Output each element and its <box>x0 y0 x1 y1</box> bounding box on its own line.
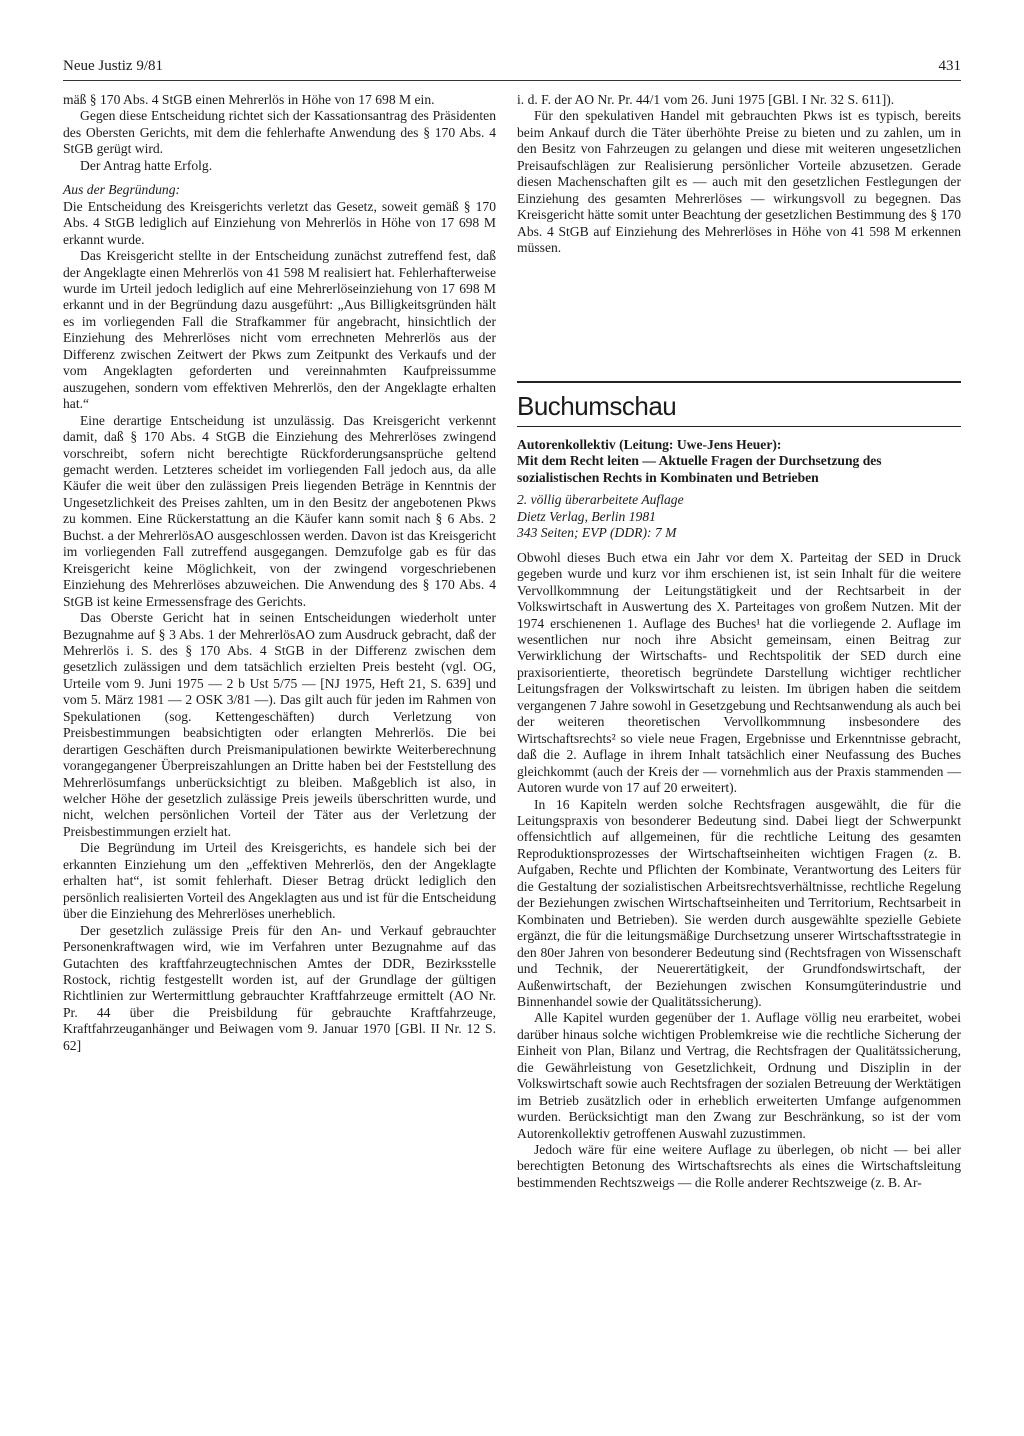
section-title: Buchumschau <box>517 391 677 421</box>
review-edition: 2. völlig überarbeitete Auflage <box>517 492 684 508</box>
paragraph: Gegen diese Entscheidung richtet sich der Kassationsantrag des Präsidenten des Obersten Gerichts, mit dem die fehlerhafte Anwendung des § 170 Abs. 4 StGB gerügt wird. <box>63 108 496 157</box>
paragraph: Die Begründung im Urteil des Kreisgerichts, es handele sich bei der erkannten Einziehung um den „effektiven Mehrerlös, den der Angeklagte erhalten hat“, ist somit fehlerhaft. Dieser Betrag drückt lediglich den persönlich realisierten Vorteil des Angeklagten aus und ist für die Entscheidung über die Einziehung des Mehrerlöses unerheblich. <box>63 840 496 922</box>
review-author-line: Autorenkollektiv (Leitung: Uwe-Jens Heuer): <box>517 437 782 452</box>
paragraph: Die Entscheidung des Kreisgerichts verletzt das Gesetz, soweit gemäß § 170 Abs. 4 StGB lediglich auf Einziehung von Mehrerlös in Höhe von 17 698 M erkannt wurde. <box>63 198 496 247</box>
right-column <box>517 92 961 257</box>
paragraph: Der gesetzlich zulässige Preis für den An- und Verkauf gebrauchter Personenkraftwagen wird, wie im Verfahren unter Bezugnahme auf das Gutachten des kraftfahrzeugtechnischen Amtes der DDR, Bezirksstelle Rostock, richtig festgestellt worden ist, auf der Grundlage der gültigen Richtlinien zur Wertermittlung gebrauchter Kraftfahrzeuge ermittelt (AO Nr. Pr. 44 über die Preisbildung für gebrauchte Kraftfahrzeuge, Kraftfahrzeuganhänger und Beiwagen vom 9. Januar 1970 [GBl. II Nr. 12 S. 62] <box>63 922 496 1053</box>
section-rule <box>517 381 961 383</box>
paragraph: i. d. F. der AO Nr. Pr. 44/1 vom 26. Juni 1975 [GBl. I Nr. 32 S. 611]). <box>517 92 895 107</box>
review-book-title: Mit dem Recht leiten — Aktuelle Fragen der Durchsetzung des sozialistischen Rechts in Kombinaten und Betrieben <box>517 453 882 485</box>
paragraph: mäß § 170 Abs. 4 StGB einen Mehrerlös in Höhe von 17 698 M ein. <box>63 92 435 107</box>
paragraph: Jedoch wäre für eine weitere Auflage zu überlegen, ob nicht — bei aller berechtigten Betonung des Wirtschaftsrechts als eines die Wirtschaftsleitung bestimmenden Rechtszweigs — die Rolle anderer Rechtszweige (z. B. Ar- <box>517 1142 961 1190</box>
left-column <box>63 92 496 1054</box>
journal-title: Neue Justiz 9/81 <box>63 58 163 74</box>
book-review <box>517 437 961 1191</box>
paragraph: Das Kreisgericht stellte in der Entscheidung zunächst zutreffend fest, daß der Angeklagte einen Mehrerlös von 41 598 M realisiert hat. Fehlerhafterweise wurde im Urteil jedoch lediglich auf eine Mehrerlöseinziehung von 17 698 M erkannt und in der Begründung dazu ausgeführt: „Aus Billigkeitsgründen hält es im vorliegenden Fall die Strafkammer für angebracht, hinsichtlich der Einziehung des Mehrerlöses nicht vom errechneten Mehrerlös aus der Differenz zwischen Zeitwert der Pkws zum Zeitpunkt des Verkaufs und der vom Angeklagten geforderten und vereinnahmten Kaufpreissumme auszugehen, sondern vom effektiven Mehrerlös, den der Angeklagte erhalten hat.“ <box>63 248 496 412</box>
paragraph: Das Oberste Gericht hat in seinen Entscheidungen wiederholt unter Bezugnahme auf § 3 Abs. 1 der MehrerlösAO zum Ausdruck gebracht, daß der Mehrerlös i. S. des § 170 Abs. 4 StGB in der Differenz zwischen dem gesetzlich zulässigen und dem tatsächlich erzielten Preis besteht (vgl. OG, Urteile vom 9. Juni 1975 — 2 b Ust 5/75 — [NJ 1975, Heft 21, S. 639] und vom 5. März 1981 — 2 OSK 3/81 —). Das gilt auch für jeden im Rahmen von Spekulationen (sog. Kettengeschäften) durch Verletzung von Preisbestimmungen beabsichtigten oder erlangten Mehrerlös. Die bei derartigen Geschäften durch Preismanipulationen bewirkte Weiterberechnung vorangegangener Überpreiszahlungen an Dritte haben bei der Feststellung des Mehrerlösumfangs unberücksichtigt zu bleiben. Maßgeblich ist also, in welcher Höhe der gesetzlich zulässige Preis jeweils überschritten wurde, und nicht, welchen persönlichen Vorteil der Täter aus der Verletzung der Preisbestimmungen erzielt hat. <box>63 610 496 839</box>
page-header <box>63 58 961 80</box>
header-rule <box>63 80 961 81</box>
section-rule <box>517 426 961 427</box>
paragraph: Der Antrag hatte Erfolg. <box>80 157 213 173</box>
paragraph: Für den spekulativen Handel mit gebrauchten Pkws ist es typisch, bereits beim Ankauf durch die Täter überhöhte Preise zu bieten und zu zahlen, um in den Besitz von Fahrzeugen zu gelangen und diese mit weiteren ungesetzlichen Preisaufschlägen zur Realisierung persönlicher Vorteile abzusetzen. Gerade diesen Machenschaften gilt es — auch mit den gesetzlichen Festlegungen der Einziehung des gesamten Mehrerlöses — wirkungsvoll zu begegnen. Das Kreisgericht hätte somit unter Beachtung der gesetzlichen Bestimmung des § 170 Abs. 4 StGB auf Einziehung des Mehrerlöses in Höhe von 41 598 M erkennen müssen. <box>517 108 961 256</box>
paragraph: Obwohl dieses Buch etwa ein Jahr vor dem X. Parteitag der SED in Druck gegeben wurde und kurz vor ihm erschienen ist, ist sein Inhalt für die weitere Vervollkommnung der Leitungstätigkeit und der Rechtsarbeit in der Volkswirtschaft in Auswertung des X. Parteitages von großem Nutzen. Mit der 1974 erschienenen 1. Auflage des Buches¹ hat die vorliegende 2. Auflage im wesentlichen nur noch ihre Absicht gemeinsam, einen Beitrag zur Verwirklichung der Wirtschafts- und Rechtspolitik der SED durch eine praxisorientierte, theoretisch begründete Darstellung wichtiger rechtlicher Leitungsfragen der Volkswirtschaft zu leisten. Im übrigen haben die seitdem vergangenen 7 Jahre sowohl in Gesetzgebung und Rechtsanwendung als auch bei der weiteren theoretischen Vervollkommnung insbesondere des Wirtschaftsrechts² so viele neue Fragen, Ergebnisse und Erkenntnisse gebracht, daß die 2. Auflage in ihrem Inhalt tatsächlich einer Neufassung des Buches gleichkommt (auch der Kreis der — vornehmlich aus der Praxis stammenden — Autoren wurde von 17 auf 20 erweitert). <box>517 549 961 796</box>
review-publisher: Dietz Verlag, Berlin 1981 <box>517 508 656 524</box>
paragraph: In 16 Kapiteln werden solche Rechtsfragen ausgewählt, die für die Leitungspraxis von besonderer Bedeutung sind. Dabei liegt der Schwerpunkt offensichtlich auf allgemeinen, für die rechtliche Leitung des gesamten Reproduktionsprozesses der Wirtschaftseinheiten wichtigen Fragen (z. B. Aufgaben, Rechte und Pflichten der Kombinate, Verantwortung des Leiters für die Gestaltung der sozialistischen Arbeitsrechtsverhältnisse, rechtliche Regelung der Beziehungen zwischen Wirtschaftseinheiten und Territorium, Rechtsarbeit in Kombinaten und Betrieben). Sie werden durch ausgewählte spezielle Gebiete ergänzt, die für die leitungsmäßige Durchsetzung unserer Wirtschaftsstrategie in den 80er Jahren von besonderer Bedeutung sind (Rechtsfragen von Wissenschaft und Technik, der Neuerertätigkeit, der Grundfondswirtschaft, der Außenwirtschaft, der Beziehungen zwischen Konsumgüterindustrie und Binnenhandel sowie der Qualitätssicherung). <box>517 796 961 1009</box>
page-number: 431 <box>938 58 961 74</box>
paragraph: Alle Kapitel wurden gegenüber der 1. Auflage völlig neu erarbeitet, wobei darüber hinaus solche wichtigen Problemkreise wie die rechtliche Sicherung der Einheit von Plan, Bilanz und Vertrag, die Rechtsfragen der Qualitätssicherung, die Gewährleistung von Gesetzlichkeit, Ordnung und Disziplin in der Volkswirtschaft sowie auch Rechtsfragen der sozialen Betreuung der Werktätigen im Betrieb zusätzlich oder in erheblich erweiterten Umfange aufgenommen wurden. Berücksichtigt man den Zwang zur Beschränkung, so ist der vom Autorenkollektiv getroffenen Auswahl zuzustimmen. <box>517 1010 961 1141</box>
review-pages-price: 343 Seiten; EVP (DDR): 7 M <box>517 525 677 541</box>
paragraph: Eine derartige Entscheidung ist unzulässig. Das Kreisgericht verkennt damit, daß § 170 Abs. 4 StGB die Einziehung des Mehrerlöses zwingend vorschreibt, sofern nicht berechtigte Rückforderungsansprüche geltend gemacht werden. Letzteres scheidet im vorliegenden Fall jedoch aus, da alle Käufer die weit über den zulässigen Preis liegenden Beträge in Kenntnis der Ungesetzlichkeit des Preises zahlten, um in den Besitz der angebotenen Pkws zu kommen. Eine Rückerstattung an die Käufer kann somit nach § 6 Abs. 2 Buchst. a der MehrerlösAO ausgeschlossen werden. Davon ist das Kreisgericht im vorliegenden Fall zutreffend ausgegangen. Demzufolge gab es für das Kreisgericht keine Möglichkeit, von der zwingend vorgeschriebenen Einziehung des Mehrerlöses abzuweichen. Die Anwendung des § 170 Abs. 4 StGB ist keine Ermessensfrage des Gerichts. <box>63 412 496 609</box>
subheading: Aus der Begründung: <box>63 182 181 198</box>
